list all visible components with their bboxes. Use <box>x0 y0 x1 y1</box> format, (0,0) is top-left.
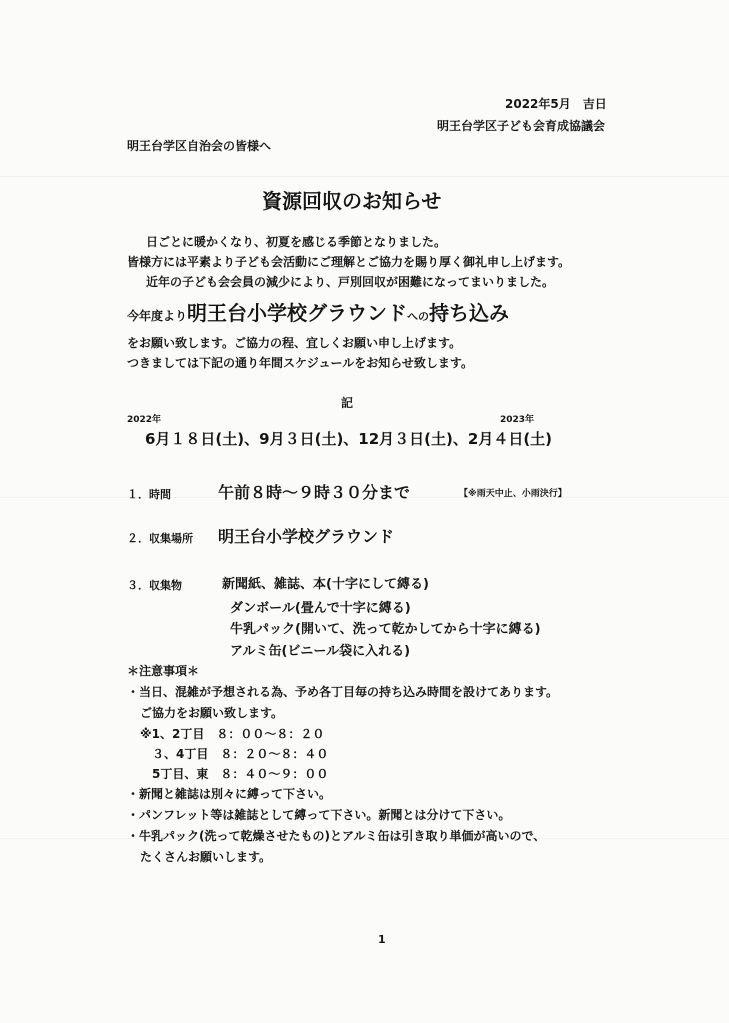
ki-mark: 記 <box>341 396 354 410</box>
addressee: 明王台学区自治会の皆様へ <box>127 139 272 153</box>
intro-line: 近年の子ども会会員の減少により、戸別回収が困難になってまいりました。 <box>146 275 555 289</box>
page-number: 1 <box>378 933 386 946</box>
page-title: 資源回収のお知らせ <box>262 189 442 213</box>
notes-heading: ＊注意事項＊ <box>127 664 200 678</box>
time-value: 午前８時～９時３０分まで <box>218 483 411 502</box>
note-time-row: 5丁目、東 ８：４０～９：００ <box>152 767 329 781</box>
intro-line: 皆様方には平素より子ども会活動にご理解とご協力を賜り厚く御礼申し上げます。 <box>127 255 571 269</box>
note-line: ご協力をお願い致します。 <box>140 706 284 720</box>
issue-date: 2022年5月 吉日 <box>505 97 607 111</box>
intro-line: 日ごとに暖かくなり、初夏を感じる季節となりました。 <box>146 235 447 249</box>
goods-item: 新聞紙、雑誌、本(十字にして縛る) <box>222 577 429 592</box>
schedule-year-2022: 2022年 <box>127 415 162 425</box>
goods-item: 牛乳パック(開いて、洗って乾かしてから十字に縛る) <box>230 622 541 637</box>
highlight-line <box>127 297 509 326</box>
note-line: ・新聞と雑誌は別々に縛って下さい。 <box>127 787 332 801</box>
note-line: ・当日、混雑が予想される為、予め各丁目毎の持ち込み時間を設けてあります。 <box>127 685 559 699</box>
schedule-dates: 6月１８日(土)、9月３日(土)、12月３日(土)、2月４日(土) <box>145 430 553 448</box>
note-line: ・牛乳パック(洗って乾燥させたもの)とアルミ缶は引き取り単価が高いので、 <box>127 829 546 843</box>
note-line: ・パンフレット等は雑誌として縛って下さい。新聞とは分けて下さい。 <box>127 808 511 822</box>
note-line: たくさんお願いします。 <box>140 850 272 864</box>
schedule-year-2023: 2023年 <box>500 415 535 425</box>
goods-item: アルミ缶(ビニール袋に入れる) <box>230 644 411 659</box>
time-label: １．時間 <box>127 488 171 501</box>
note-time-row: ３、4丁目 ８：２０～８：４０ <box>152 747 329 761</box>
intro-line: つきましては下記の通り年間スケジュールをお知らせ致します。 <box>127 356 473 370</box>
highlight-particle: への <box>407 310 430 323</box>
place-label: ２．収集場所 <box>127 532 193 545</box>
paper-crease <box>0 176 729 177</box>
place-value: 明王台小学校グラウンド <box>218 527 395 546</box>
goods-item: ダンボール(畳んで十字に縛る) <box>230 601 411 616</box>
highlight-prefix: 今年度より <box>127 309 188 323</box>
intro-line: をお願い致します。ご協力の程、宜しくお願い申し上げます。 <box>127 336 462 350</box>
note-time-row: ※1、2丁目 ８：００～８：２０ <box>140 727 325 741</box>
highlight-action: 持ち込み <box>429 301 510 325</box>
issuer: 明王台学区子ども会育成協議会 <box>437 119 606 133</box>
highlight-place: 明王台小学校グラウンド <box>187 301 408 325</box>
goods-label: ３．収集物 <box>127 579 182 592</box>
time-note: 【※雨天中止、小雨決行】 <box>459 489 567 499</box>
